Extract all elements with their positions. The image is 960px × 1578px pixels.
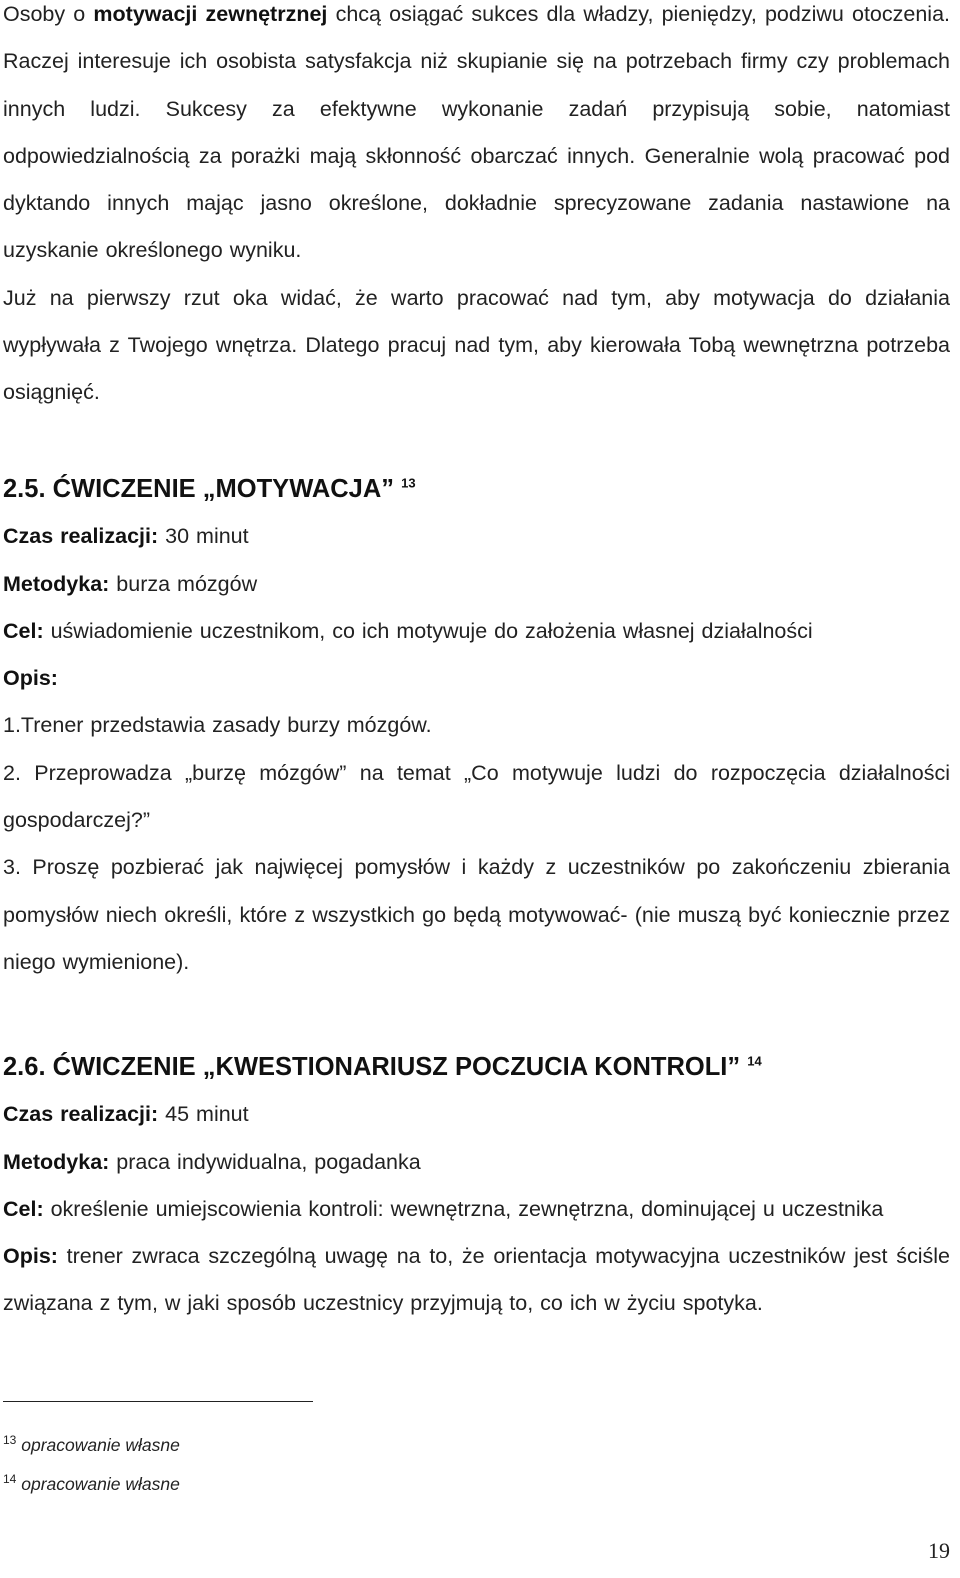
section-title: 2.6. ĆWICZENIE „KWESTIONARIUSZ POCZUCIA KONTROLI” $^{14}$ [3, 1053, 762, 1081]
step-1: 1.Trener przedstawia zasady burzy mózgów. [3, 713, 432, 738]
intro-section [3, 0, 950, 417]
footnote-separator [3, 1401, 313, 1402]
footnotes [3, 1426, 603, 1504]
term-external-motivation: motywacji zewnętrznej [93, 2, 328, 26]
paragraph-conclusion: Już na pierwszy rzut oka widać, że warto pracować nad tym, aby motywacja do działania wypływała z Twojego wnętrza. Dlatego pracuj nad tym, aby kierowała Tobą wewnętrzna potrzeba osiągnięć. [3, 285, 950, 405]
goal-line: Cel: określenie umiejscowienia kontroli: wewnętrzna, zewnętrzna, dominującej u uczestnika [3, 1196, 884, 1221]
description-line: Opis: trener zwraca szczególną uwagę na to, że orientacja motywacyjna uczestników jest ściśle związana z tym, w jaki sposób uczestnicy przyjmują to, co ich w życiu spotyka. [3, 1244, 950, 1316]
paragraph-motivation-external: Osoby o motywacji zewnętrznej chcą osiągać sukces dla władzy, pieniędzy, podziwu otoczenia. Raczej interesuje ich osobista satysfakcja niż skupianie się na potrzebach firmy czy problemach innych ludzi. Sukcesy za efektywne wykonanie zadań przypisują sobie, natomiast odpowiedzialnością za porażki mają skłonność obarczać innych. Generalnie wolą pracować pod dyktando innych mając jasno określone, dokładnie sprecyzowane zadania nastawione na uzyskanie określonego wyniku. [3, 2, 951, 263]
footnote-ref: 13 [401, 475, 416, 491]
goal-line: Cel: uświadomienie uczestnikom, co ich motywuje do założenia własnej działalności [3, 618, 813, 643]
section-2-5 [3, 466, 950, 986]
duration-line: Czas realizacji: 30 minut [3, 524, 249, 549]
step-2: 2. Przeprowadza „burzę mózgów” na temat „Co motywuje ludzi do rozpoczęcia działalności gospodarczej?” [3, 760, 950, 833]
step-3: 3. Proszę pozbierać jak najwięcej pomysłów i każdy z uczestników po zakończeniu zbierania pomysłów niech określi, które z wszystkich go będą motywować- (nie muszą być koniecznie przez niego wymienione). [3, 855, 950, 974]
footnote-ref: 14 [747, 1053, 762, 1069]
methodology-line: Metodyka: praca indywidualna, pogadanka [3, 1149, 421, 1174]
page-number: 19 [928, 1538, 950, 1563]
duration-line: Czas realizacji: 45 minut [3, 1102, 249, 1127]
section-title: 2.5. ĆWICZENIE „MOTYWACJA” $^{13}$ [3, 475, 416, 503]
footnote-13: $^{13}$ opracowanie własne [3, 1433, 180, 1455]
footnote-14: $^{14}$ opracowanie własne [3, 1472, 180, 1494]
methodology-line: Metodyka: burza mózgów [3, 571, 258, 596]
section-2-6 [3, 1044, 950, 1328]
description-label: Opis: [3, 666, 58, 691]
